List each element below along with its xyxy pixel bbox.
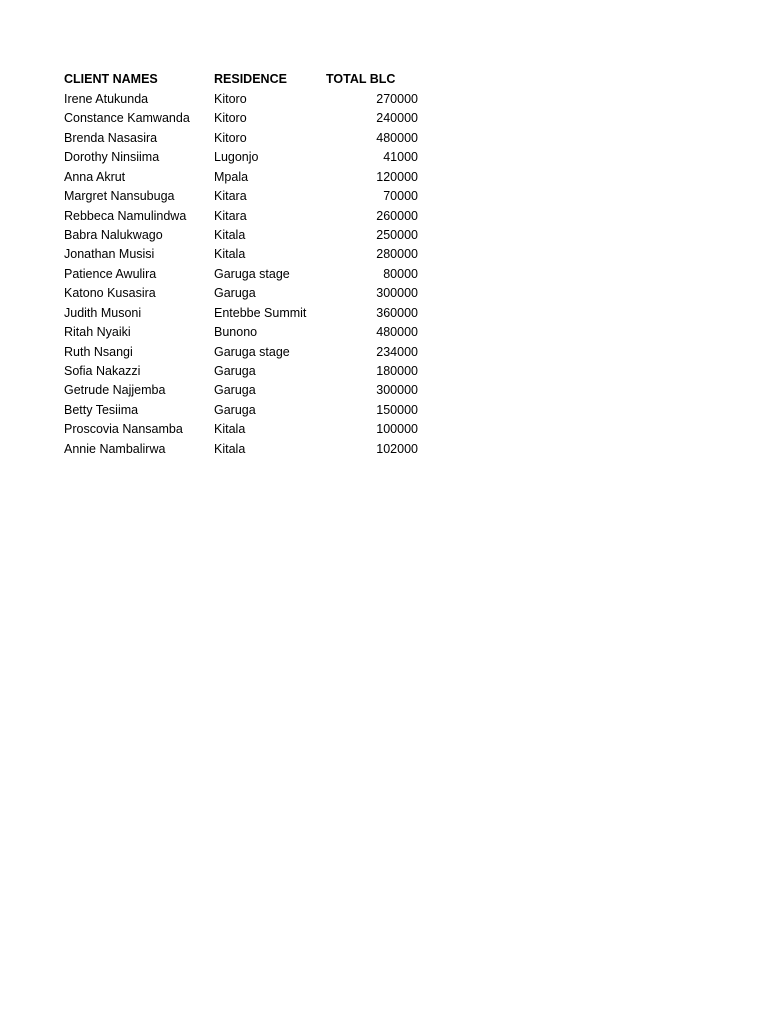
residence-cell: Kitala — [214, 441, 246, 456]
residence-cell: Kitoro — [214, 91, 247, 106]
residence-cell: Garuga — [214, 383, 256, 398]
total-blc-cell: 234000 — [376, 344, 418, 359]
client-name-cell: Annie Nambalirwa — [64, 441, 166, 456]
header-client-names: CLIENT NAMES — [64, 72, 158, 87]
client-name-cell: Constance Kamwanda — [64, 111, 190, 126]
header-total-blc: TOTAL BLC — [326, 72, 396, 87]
table-row — [64, 206, 418, 225]
table-row — [64, 342, 418, 361]
residence-cell: Kitala — [214, 422, 246, 437]
residence-cell: Kitara — [214, 189, 247, 204]
table-row — [64, 187, 418, 206]
client-name-cell: Ritah Nyaiki — [64, 325, 131, 340]
total-blc-cell: 70000 — [383, 189, 418, 204]
client-name-cell: Babra Nalukwago — [64, 227, 163, 242]
table-row — [64, 420, 418, 439]
residence-cell: Entebbe Summit — [214, 305, 307, 320]
total-blc-cell: 100000 — [376, 422, 418, 437]
client-name-cell: Getrude Najjemba — [64, 383, 166, 398]
table-row — [64, 400, 418, 419]
total-blc-cell: 102000 — [376, 441, 418, 456]
residence-cell: Garuga stage — [214, 344, 290, 359]
table-row — [64, 128, 418, 147]
client-name-cell: Jonathan Musisi — [64, 247, 155, 262]
total-blc-cell: 250000 — [376, 227, 418, 242]
table-body — [64, 89, 418, 458]
table-row — [64, 323, 418, 342]
table-row — [64, 245, 418, 264]
table-row — [64, 284, 418, 303]
table-header-row — [64, 70, 418, 89]
client-name-cell: Dorothy Ninsiima — [64, 150, 160, 165]
residence-cell: Mpala — [214, 169, 249, 184]
total-blc-cell: 480000 — [376, 325, 418, 340]
total-blc-cell: 120000 — [376, 169, 418, 184]
total-blc-cell: 150000 — [376, 402, 418, 417]
residence-cell: Lugonjo — [214, 150, 259, 165]
client-name-cell: Ruth Nsangi — [64, 344, 133, 359]
residence-cell: Kitara — [214, 208, 247, 223]
table-row — [64, 167, 418, 186]
table-row — [64, 226, 418, 245]
client-name-cell: Sofia Nakazzi — [64, 364, 141, 379]
total-blc-cell: 180000 — [376, 364, 418, 379]
total-blc-cell: 240000 — [376, 111, 418, 126]
residence-cell: Kitoro — [214, 130, 247, 145]
total-blc-cell: 280000 — [376, 247, 418, 262]
total-blc-cell: 300000 — [376, 286, 418, 301]
client-name-cell: Margret Nansubuga — [64, 189, 175, 204]
client-name-cell: Proscovia Nansamba — [64, 422, 183, 437]
residence-cell: Garuga — [214, 286, 256, 301]
client-name-cell: Judith Musoni — [64, 305, 142, 320]
total-blc-cell: 41000 — [383, 150, 418, 165]
client-name-cell: Brenda Nasasira — [64, 130, 158, 145]
residence-cell: Garuga — [214, 402, 256, 417]
residence-cell: Bunono — [214, 325, 258, 340]
table-row — [64, 439, 418, 458]
client-name-cell: Irene Atukunda — [64, 91, 149, 106]
total-blc-cell: 80000 — [383, 266, 418, 281]
client-name-cell: Rebbeca Namulindwa — [64, 208, 187, 223]
table-row — [64, 148, 418, 167]
table-row — [64, 362, 418, 381]
total-blc-cell: 360000 — [376, 305, 418, 320]
client-name-cell: Patience Awulira — [64, 266, 157, 281]
total-blc-cell: 270000 — [376, 91, 418, 106]
table-row — [64, 264, 418, 283]
client-name-cell: Katono Kusasira — [64, 286, 156, 301]
header-residence: RESIDENCE — [214, 72, 287, 87]
residence-cell: Kitala — [214, 227, 246, 242]
table-row — [64, 89, 418, 108]
total-blc-cell: 260000 — [376, 208, 418, 223]
table-row — [64, 303, 418, 322]
residence-cell: Garuga — [214, 364, 256, 379]
residence-cell: Garuga stage — [214, 266, 290, 281]
client-name-cell: Betty Tesiima — [64, 402, 139, 417]
table-row — [64, 381, 418, 400]
client-name-cell: Anna Akrut — [64, 169, 126, 184]
total-blc-cell: 300000 — [376, 383, 418, 398]
total-blc-cell: 480000 — [376, 130, 418, 145]
residence-cell: Kitoro — [214, 111, 247, 126]
residence-cell: Kitala — [214, 247, 246, 262]
client-table — [64, 70, 418, 459]
table-row — [64, 109, 418, 128]
